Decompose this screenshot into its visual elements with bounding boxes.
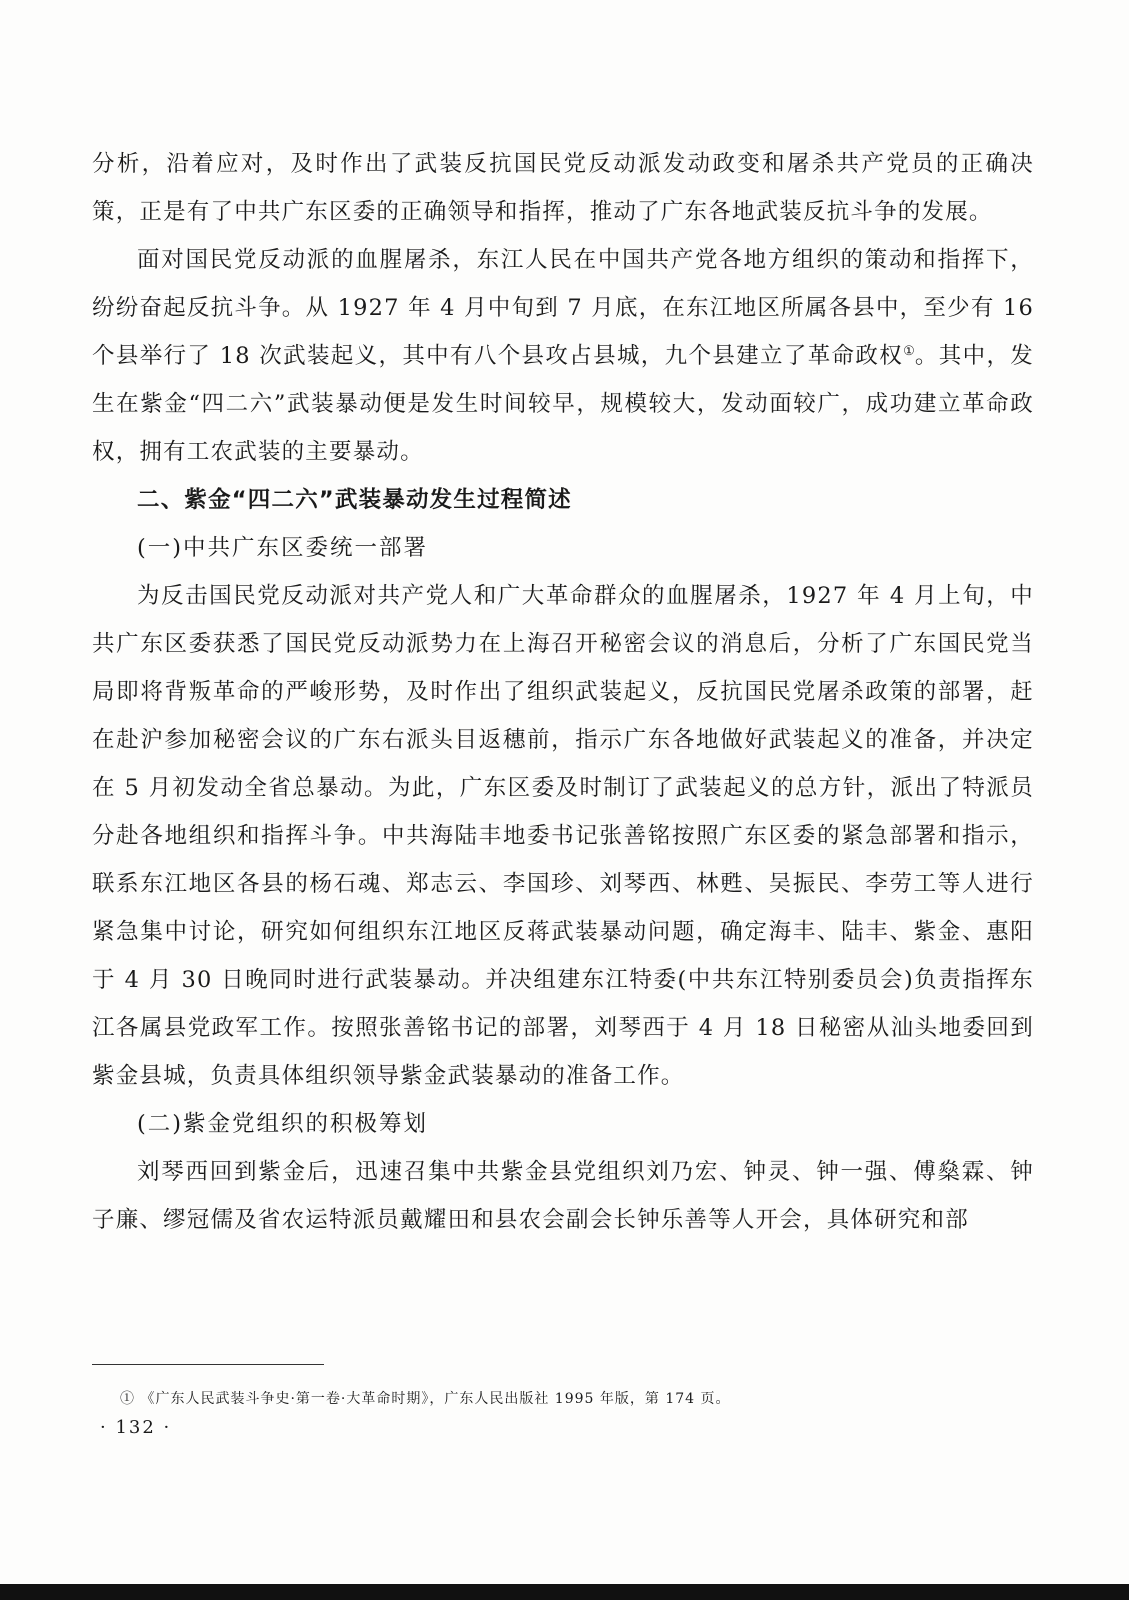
subsection-heading-2: (二)紫金党组织的积极筹划 — [137, 1111, 429, 1137]
subsection-heading-1: (一)中共广东区委统一部署 — [137, 535, 429, 561]
paragraph-planning: 刘琴西回到紫金后，迅速召集中共紫金县党组织刘乃宏、钟灵、钟一强、傅燊霖、钟子廉、缪冠儒及省农运特派员戴耀田和县农会副会长钟乐善等人开会，具体研究和部 — [92, 1159, 1034, 1233]
paragraph-continued: 分析，沿着应对，及时作出了武装反抗国民党反动派发动政变和屠杀共产党员的正确决策，正是有了中共广东区委的正确领导和指挥，推动了广东各地武装反抗斗争的发展。 — [92, 151, 1034, 225]
page-number: · 132 · — [100, 1417, 172, 1438]
scan-edge — [0, 1584, 1129, 1600]
paragraph-deployment: 为反击国民党反动派对共产党人和广大革命群众的血腥屠杀，1927 年 4 月上旬，中共广东区委获悉了国民党反动派势力在上海召开秘密会议的消息后，分析了广东国民党当局即将背叛革命的严峻形势，及时作出了组织武装起义，反抗国民党屠杀政策的部署，赶在赴沪参加秘密会议的广东右派头目返穗前，指示广东各地做好武装起义的准备，并决定在 5 月初发动全省总暴动。为此，广东区委及时制订了武装起义的总方针，派出了特派员分赴各地组织和指挥斗争。中共海陆丰地委书记张善铭按照广东区委的紧急部署和指示，联系东江地区各县的杨石魂、郑志云、李国珍、刘琴西、林甦、吴振民、李劳工等人进行紧急集中讨论，研究如何组织东江地区反蒋武装暴动问题，确定海丰、陆丰、紫金、惠阳于 4 月 30 日晚同时进行武装暴动。并决组建东江特委(中共东江特别委员会)负责指挥东江各属县党政军工作。按照张善铭书记的部署，刘琴西于 4 月 18 日秘密从汕头地委回到紫金县城，负责具体组织领导紫金武装暴动的准备工作。 — [92, 583, 1034, 1089]
paragraph-text-end: 。其中，发生在紫金“四二六”武装暴动便是发生时间较早，规模较大，发动面较广，成功建立革命政权，拥有工农武装的主要暴动。 — [92, 343, 1035, 465]
footnote: ① 《广东人民武装斗争史·第一卷·大革命时期》，广东人民出版社 1995 年版，第 174 页。 — [120, 1391, 731, 1407]
footnote-reference[interactable]: ① — [903, 344, 915, 359]
footnote-divider — [92, 1364, 324, 1365]
section-heading: 二、紫金“四二六”武装暴动发生过程简述 — [137, 487, 572, 513]
paragraph-text: 面对国民党反动派的血腥屠杀，东江人民在中国共产党各地方组织的策动和指挥下，纷纷奋起反抗斗争。从 1927 年 4 月中旬到 7 月底，在东江地区所属各县中，至少有 16 个县举行了 18 次武装起义，其中有八个县攻占县城，九个县建立了革命政权 — [92, 247, 1034, 369]
paragraph-dongjiang-uprisings — [92, 236, 1034, 476]
body-text — [92, 140, 1034, 1244]
